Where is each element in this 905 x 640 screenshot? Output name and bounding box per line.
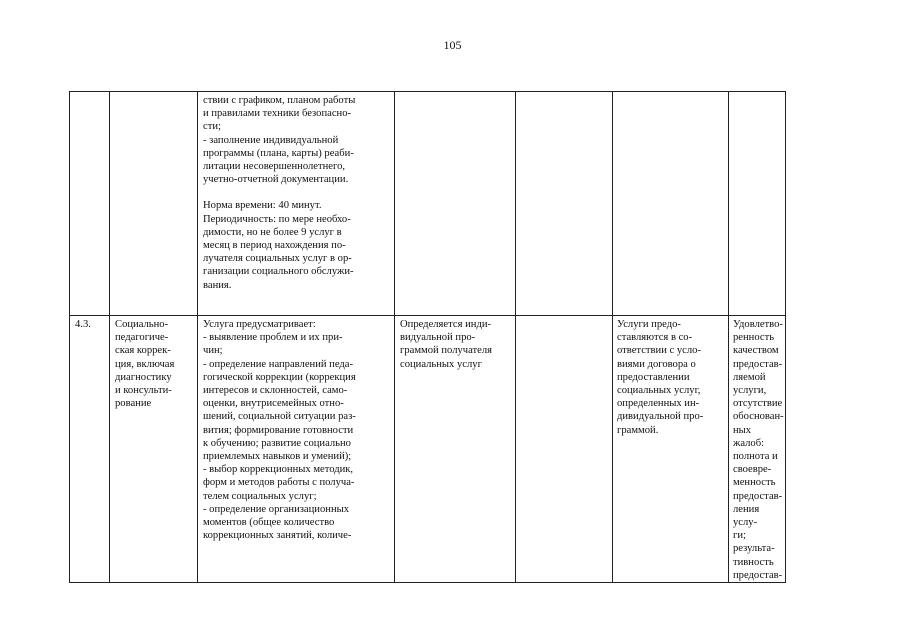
text-line: своевре- [733,464,772,476]
text-line: гогической коррекции (коррекция [203,371,356,383]
text-line: услуги, [733,385,767,397]
text-line: коррекционных занятий, количе- [203,530,352,542]
text-line: ская коррек- [115,345,171,357]
text-line: форм и методов работы с получа- [203,477,355,489]
text-line: ганизации социального обслужи- [203,266,354,278]
text-line: граммой. [617,424,659,436]
text-line: предоставлении [617,371,690,383]
text-line: программы (плана, карты) реаби- [203,147,354,159]
table-row-continuation [70,92,786,316]
conditions-cell [613,316,729,583]
text-line: социальных услуг, [617,385,701,397]
text-line: виями договора о [617,358,696,370]
text-line: интересов и склонностей, само- [203,385,348,397]
text-line: шений, социальной ситуации раз- [203,411,356,423]
text-line: предостав- [733,569,783,581]
text-line: граммой получателя [400,345,493,357]
text-line: отсутствие [733,398,783,410]
volume-cell [395,92,516,316]
conditions-cell [613,92,729,316]
text-line: сти; [203,121,221,133]
service-name-cell [110,316,198,583]
text-line: моментов (общее количество [203,517,335,529]
text-line: тивность [733,556,774,568]
text-line: качеством [733,345,779,357]
text-line: Норма времени: 40 минут. [203,200,322,212]
text-line: ления услу- [733,503,760,529]
text-line: телем социальных услуг; [203,490,317,502]
text-line: вития; формирование готовности [203,424,354,436]
text-line: - определение направлений педа- [203,358,354,370]
text-line: диагностику [115,371,172,383]
text-line: ных жалоб: [733,424,765,449]
text-line: - определение организационных [203,503,350,515]
text-line: Услуги предо- [617,319,681,330]
text-line: социальных услуг [400,358,482,370]
text-line: ция, включая [115,358,175,370]
text-line: - выбор коррекционных методик, [203,464,354,476]
text-line: Социально- [115,319,169,330]
row-number-cell: 4.3. [70,316,110,583]
service-description-cell [198,92,395,316]
text-line: лучателя социальных услуг в ор- [203,253,352,265]
text-line: полнота и [733,451,778,463]
text-line: - заполнение индивидуальной [203,134,339,146]
text-line: определенных ин- [617,398,700,410]
text-line: - выявление проблем и их при- [203,332,343,344]
text-line: приемлемых навыков и умений); [203,451,352,463]
text-line: учетно-отчетной документации. [203,174,349,186]
column5-cell [516,92,613,316]
text-line: Определяется инди- [400,319,492,330]
text-line: предостав- [733,490,783,502]
text-line: рование [115,398,152,410]
text-line: ставляются в со- [617,332,693,344]
row-number-cell [70,92,110,316]
text-line: и консульти- [115,385,172,397]
text-line: димости, но не более 9 услуг в [203,226,342,238]
column5-cell [516,316,613,583]
text-line: ги; [733,530,746,542]
text-line: к обучению; развитие социально [203,437,351,449]
text-line: ствии с графиком, планом работы [203,95,356,106]
volume-cell [395,316,516,583]
text-line: обоснован- [733,411,784,423]
indicators-cell [729,316,786,583]
text-line: предостав- [733,358,783,370]
text-line: менность [733,477,776,489]
text-line: вания. [203,279,232,291]
text-line: дивидуальной про- [617,411,704,423]
text-line: Удовлетво- [733,319,783,330]
text-line: чин; [203,345,223,357]
text-line: и правилами техники безопасно- [203,108,352,120]
text-line: литации несовершеннолетнего, [203,161,346,173]
indicators-cell [729,92,786,316]
text-line: результа- [733,543,775,555]
service-description-cell [198,316,395,583]
table-row-4-3 [70,316,786,583]
text-line: видуальной про- [400,332,476,344]
text-line: ответствии с усло- [617,345,701,357]
text-line: Услуга предусматривает: [203,319,316,330]
blank-line [203,186,389,199]
service-name-cell [110,92,198,316]
text-line: месяц в период нахождения по- [203,240,346,252]
text-line: педагогиче- [115,332,169,344]
text-line: Периодичность: по мере необхо- [203,213,351,225]
services-table [69,91,786,583]
page-number: 105 [443,38,462,52]
text-line: оценки, внутрисемейных отно- [203,398,344,410]
text-line: ляемой [733,371,766,383]
text-line: ренность [733,332,775,344]
